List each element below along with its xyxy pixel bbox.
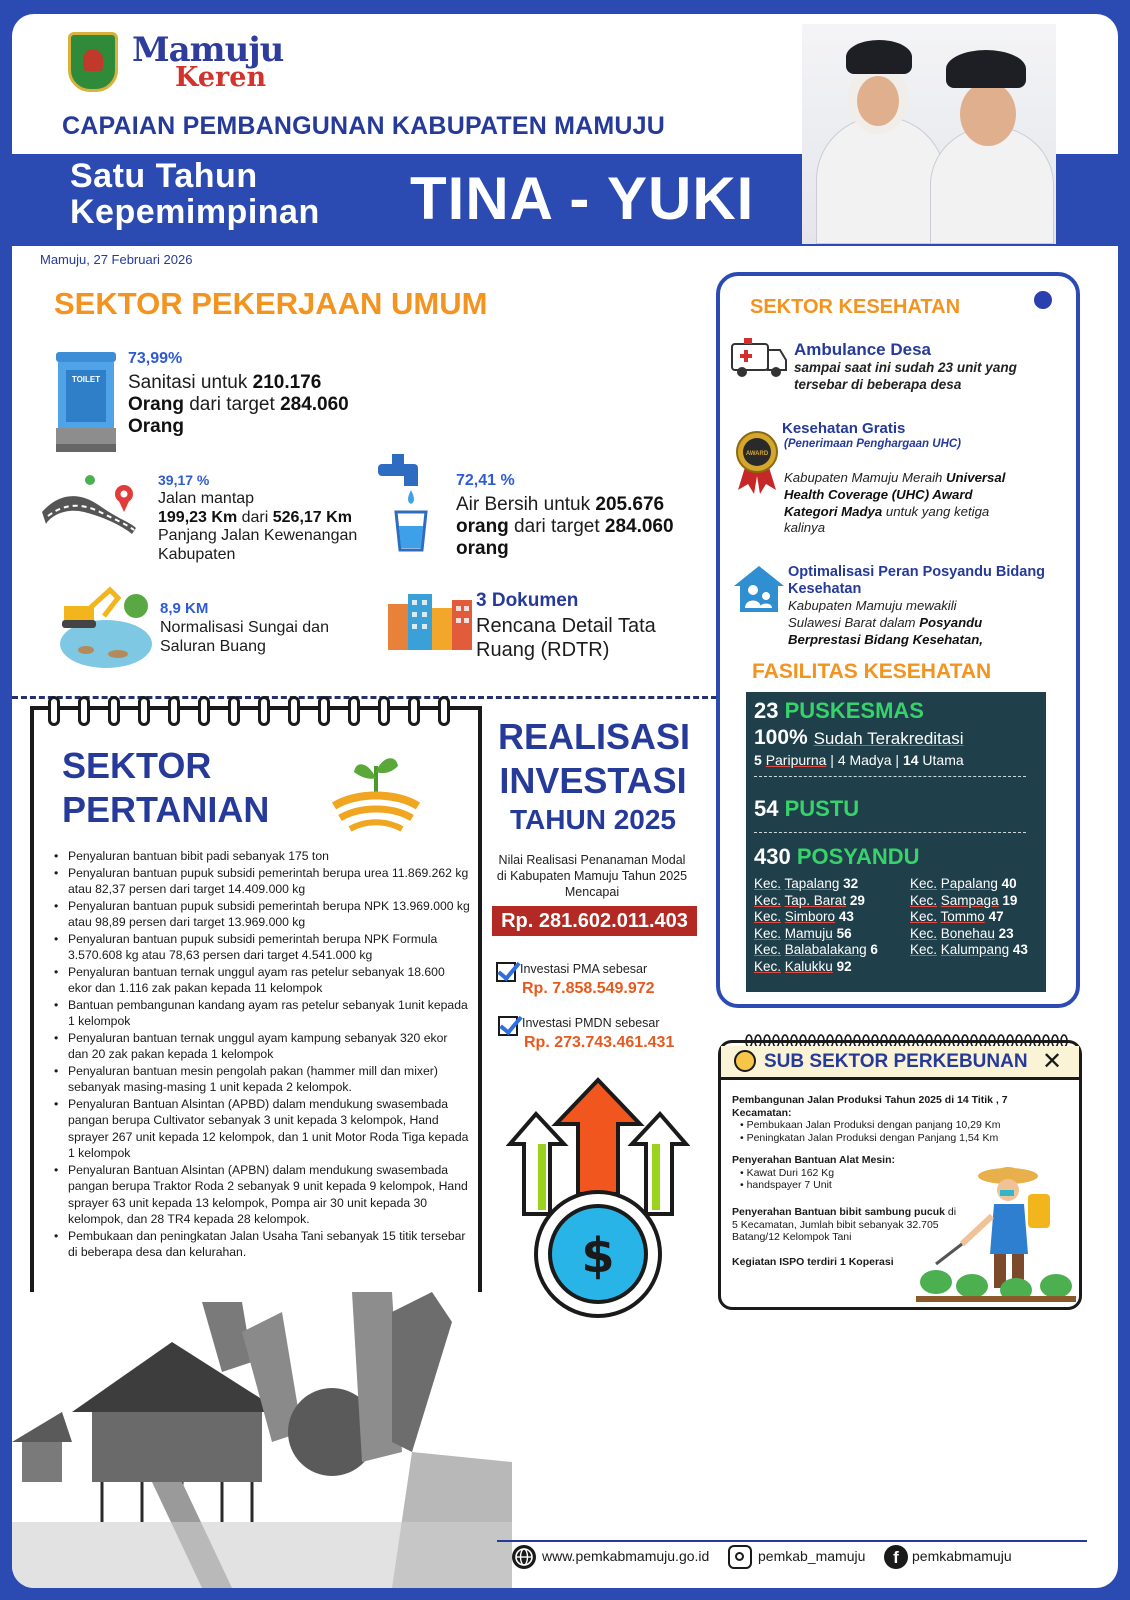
publish-date: Mamuju, 27 Februari 2026 [40, 252, 193, 267]
gratis-l1-bold: Universal [946, 470, 1006, 485]
pertanian-list-item: • Penyaluran Bantuan Alsintan (APBN) dalam mendukung swasembada pangan berupa Traktor Roda 2 sebanyak 9 unit kepada 9 kelompok, Hand sprayer 63 unit kepada 13 kelompok, Pompa air 30 unit kepada 30 kelompok, dan 28 TR4 kepada 28 kelompok. [50, 1162, 470, 1228]
akreditasi-label: Sudah Terakreditasi [813, 729, 964, 748]
ambulance-text [794, 360, 1017, 393]
puskesmas-count: 23 [754, 698, 779, 723]
checkbox-icon [496, 962, 516, 982]
pertanian-list-item: • Penyaluran bantuan ternak unggul ayam ras petelur sebanyak 18.600 ekor dan 1.116 zak pakan kepada 11 kelompok [50, 964, 470, 997]
rdtr-text [476, 614, 656, 662]
posyandu-head-1: Optimalisasi Peran Posyandu Bidang [788, 564, 1046, 580]
footer-instagram[interactable]: pemkab_mamuju [758, 1548, 866, 1564]
posyandu-l2-bold: Posyandu [919, 614, 983, 630]
sanitasi-percent: 73,99% [128, 350, 183, 367]
posyandu-l1: Kabupaten Mamuju mewakili [788, 598, 957, 613]
akreditasi-breakdown: 5 Paripurna | 4 Madya | 14 Utama [754, 752, 964, 768]
circle-icon [734, 1050, 756, 1072]
kec-name: Tap. Barat [784, 892, 847, 908]
posyandu-stat [754, 844, 920, 870]
toilet-icon [52, 348, 120, 461]
air-mid: dari target [508, 516, 605, 537]
sanitasi-unit-2: Orang [128, 416, 184, 437]
kec-name: Papalang [940, 876, 998, 891]
sanitasi-text [128, 372, 349, 438]
ambulance-l1: sampai saat ini sudah 23 unit yang [794, 360, 1017, 375]
air-text [456, 494, 674, 560]
kec-name: Simboro [784, 909, 836, 925]
perkebunan-list-item: • Kawat Duri 162 Kg [740, 1166, 835, 1179]
ring-icon [138, 696, 150, 726]
paripurna-count: 5 [754, 752, 762, 768]
kecamatan-row [754, 942, 878, 959]
posyandu-l3-bold: Berprestasi Bidang Kesehatan, [788, 631, 983, 647]
investasi-total: Rp. 281.602.011.403 [492, 906, 697, 936]
mamuju-regency-logo [68, 32, 118, 92]
kecamatan-row [754, 909, 878, 926]
kec-count: 19 [1002, 892, 1018, 908]
globe-icon [512, 1545, 536, 1569]
kec-prefix: Kec. [910, 892, 938, 908]
kecamatan-row [754, 959, 878, 976]
dot-icon [1034, 291, 1052, 309]
cap-shape [846, 40, 912, 74]
leader-photo-female [816, 116, 946, 244]
posyandu-label: POSYANDU [796, 844, 920, 869]
page-title: CAPAIAN PEMBANGUNAN KABUPATEN MAMUJU [62, 112, 666, 140]
instagram-icon [728, 1545, 752, 1569]
cap-shape-2 [946, 50, 1026, 88]
ring-icon [318, 696, 330, 726]
sprout-field-icon [328, 752, 424, 839]
pertanian-list-item: • Bantuan pembangunan kandang ayam ras petelur sebanyak 1unit kepada 1 kelompok [50, 997, 470, 1030]
sanitasi-l1: Sanitasi untuk [128, 372, 253, 393]
pustu-label: PUSTU [784, 796, 860, 821]
air-achieved: 205.676 [595, 494, 665, 515]
kec-prefix: Kec. [754, 958, 782, 974]
ring-icon [258, 696, 270, 726]
ring-icon [198, 696, 210, 726]
akreditasi-percent: 100% [754, 726, 808, 749]
close-icon: ✕ [1042, 1048, 1063, 1075]
kec-count: 29 [849, 892, 865, 908]
kec-count: 32 [843, 876, 859, 891]
puskesmas-label: PUSKESMAS [784, 698, 924, 723]
kecamatan-row [910, 942, 1028, 959]
buildings-icon [386, 590, 474, 657]
sanitasi-mid: dari target [183, 394, 281, 415]
brand-keren: Keren [175, 62, 267, 93]
band-line-1: Satu Tahun [70, 157, 258, 195]
kecamatan-row [910, 876, 1028, 893]
kec-prefix: Kec. [910, 876, 938, 891]
checkbox-icon [498, 1016, 518, 1036]
p1-heading: Pembangunan Jalan Produksi Tahun 2025 di 14 Titik , 7 Kecamatan: [732, 1094, 1008, 1119]
pertanian-list-item: • Penyaluran bantuan mesin pengolah pakan (hammer mill dan mixer) sebanyak masing-masing 1 unit kepada 2 kelompok. [50, 1063, 470, 1096]
puskesmas-stat [754, 698, 924, 724]
footer-divider [497, 1540, 1087, 1542]
divider [754, 832, 1026, 833]
posyandu-text [788, 598, 983, 648]
kec-count: 23 [998, 925, 1014, 941]
kec-prefix: Kec. [910, 942, 938, 958]
pmdn-label: Investasi PMDN sebesar [522, 1016, 660, 1030]
footer-website[interactable]: www.pemkabmamuju.go.id [542, 1548, 710, 1564]
ring-icon [408, 696, 420, 726]
kecamatan-row [754, 893, 878, 910]
kecamatan-row [754, 926, 878, 943]
ambulance-heading: Ambulance Desa [794, 340, 931, 359]
air-l1: Air Bersih untuk [456, 494, 596, 515]
perkebunan-list-item: • handspayer 7 Unit [740, 1179, 832, 1191]
facebook-icon: f [884, 1545, 908, 1569]
leaders-photo [802, 24, 1056, 246]
perkebunan-p1 [732, 1094, 1062, 1144]
gratis-l2-bold: Health Coverage (UHC) Award [784, 486, 973, 502]
water-tap-icon [374, 452, 438, 557]
pertanian-list-item: • Penyaluran bantuan ternak unggul ayam kampung sebanyak 320 ekor dan 20 zak pakan kepada 1 kelompok [50, 1030, 470, 1063]
kecamatan-list-right [910, 876, 1028, 959]
svg-text:AWARD: AWARD [745, 451, 769, 457]
sungai-km: 8,9 KM [160, 600, 209, 617]
air-unit: orang [456, 516, 509, 537]
kecamatan-row [910, 926, 1028, 943]
face-shape-2 [960, 82, 1016, 146]
pertanian-list-item: • Penyaluran bantuan pupuk subsidi pemerintah berupa NPK 13.969.000 kg atau 98,89 persen dari target 13.969.000 kg [50, 898, 470, 931]
ring-icon [168, 696, 180, 726]
pertanian-list-item: • Penyaluran bantuan pupuk subsidi pemerintah berupa urea 11.869.262 kg atau 82,37 persen dari target 14.409.000 kg [50, 865, 470, 898]
gratis-l1: Kabupaten Mamuju Meraih [784, 470, 947, 485]
divider [754, 776, 1026, 777]
pertanian-list-item: • Penyaluran Bantuan Alsintan (APBD) dalam mendukung swasembada pangan berupa Cultivator sebanyak 3 unit kepada 3 kelompok, Hand sprayer 267 unit kepada 12 kelompok, dan 1 unit Motor Roda Tiga kepada 1 kelompok [50, 1096, 470, 1162]
ring-icon [108, 696, 120, 726]
kec-prefix: Kec. [754, 942, 782, 958]
investasi-title-2: INVESTASI [499, 760, 687, 801]
monument-photo [12, 1292, 512, 1588]
kec-name: Mamuju [784, 925, 833, 941]
ring-icon [438, 696, 450, 726]
ring-icon [348, 696, 360, 726]
perkebunan-p4: Kegiatan ISPO terdiri 1 Koperasi [732, 1256, 894, 1268]
jalan-l1: Jalan mantap [158, 490, 255, 507]
perkebunan-title: SUB SEKTOR PERKEBUNAN [764, 1051, 1028, 1072]
investasi-title-3: TAHUN 2025 [510, 804, 676, 835]
investasi-subtitle: Nilai Realisasi Penanaman Modal di Kabupaten Mamuju Tahun 2025 Mencapai [496, 853, 688, 899]
jalan-l3: Panjang Jalan Kewenangan [158, 527, 358, 544]
ring-icon [378, 696, 390, 726]
p1-list [732, 1119, 1062, 1144]
gratis-l3: untuk yang ketiga [882, 503, 990, 519]
utama-count: 14 [902, 752, 919, 768]
pu-section-title: SEKTOR PEKERJAAN UMUM [54, 286, 488, 321]
gratis-l3-bold: Kategori Madya [784, 503, 883, 519]
ambulance-l2: tersebar di beberapa desa [794, 376, 962, 392]
kec-name: Kalumpang [940, 942, 1010, 958]
kec-count: 40 [1001, 876, 1017, 891]
sanitasi-unit: Orang [128, 394, 184, 415]
sungai-l2: Saluran Buang [160, 638, 266, 655]
pertanian-title-2: PERTANIAN [62, 789, 270, 830]
face-shape [857, 76, 899, 126]
kesehatan-title: SEKTOR KESEHATAN [750, 296, 961, 318]
madya-stat: 4 Madya [837, 752, 892, 768]
pertanian-list-item: • Penyaluran bantuan pupuk subsidi pemerintah berupa NPK Formula 3.570.608 kg atau 78,63 persen dari target 4.541.000 kg [50, 931, 470, 964]
kec-name: Tommo [940, 909, 985, 925]
kecamatan-row [754, 876, 878, 893]
kec-count: 43 [838, 909, 854, 925]
growth-arrows-dollar-icon [506, 1074, 690, 1329]
pustu-stat [754, 796, 859, 822]
kec-prefix: Kec. [754, 925, 782, 941]
ring-icon [288, 696, 300, 726]
kec-count: 43 [1012, 942, 1028, 958]
jalan-text [158, 490, 357, 564]
jalan-achieved: 199,23 Km [158, 508, 238, 526]
rdtr-count: 3 Dokumen [476, 590, 579, 611]
air-target: 284.060 [604, 516, 674, 537]
award-medal-icon [734, 430, 780, 501]
sungai-text [160, 618, 329, 656]
ring-icon [48, 696, 60, 726]
air-unit-2: orang [456, 538, 509, 559]
pmdn-value: Rp. 273.743.461.431 [524, 1034, 675, 1051]
band-line-2: Kepemimpinan [70, 193, 320, 231]
sungai-l1: Normalisasi Sungai dan [160, 619, 329, 636]
perkebunan-list-item: • Peningkatan Jalan Produksi dengan Panjang 1,54 Km [740, 1131, 999, 1144]
pertanian-list [50, 848, 470, 1261]
band-subtitle [70, 158, 320, 230]
gratis-subheading: (Penerimaan Penghargaan UHC) [784, 438, 962, 450]
svg-text:$: $ [581, 1228, 615, 1284]
pertanian-title-1: SEKTOR [62, 745, 212, 786]
kec-prefix: Kec. [754, 909, 782, 925]
gratis-text [784, 470, 1005, 537]
kec-count: 56 [836, 925, 852, 941]
posyandu-icon [732, 562, 786, 621]
ring-icon [228, 696, 240, 726]
kec-name: Kalukku [784, 958, 833, 974]
posyandu-count: 430 [754, 844, 791, 869]
svg-text:TOILET: TOILET [71, 375, 101, 384]
road-icon [40, 472, 140, 539]
instagram-lens [735, 1552, 744, 1561]
farmer-spraying-icon [916, 1164, 1076, 1311]
brand-mamuju: Mamuju [132, 30, 284, 70]
fasilitas-title: FASILITAS KESEHATAN [752, 660, 992, 683]
air-percent: 72,41 % [456, 472, 515, 489]
pustu-count: 54 [754, 796, 779, 821]
paripurna-label: Paripurna [765, 752, 827, 768]
gratis-heading: Kesehatan Gratis [782, 420, 906, 437]
ring-icon [78, 696, 90, 726]
rdtr-l1: Rencana Detail Tata [476, 615, 656, 637]
kec-prefix: Kec. [754, 876, 782, 891]
pertanian-title [62, 744, 269, 832]
pma-value: Rp. 7.858.549.972 [522, 980, 655, 997]
posyandu-l2: Sulawesi Barat dalam [788, 614, 920, 630]
investasi-title-1: REALISASI [498, 716, 691, 757]
rdtr-l2: Ruang (RDTR) [476, 639, 610, 661]
leaders-names: TINA - YUKI [410, 165, 755, 232]
infographic-page [12, 14, 1118, 1588]
kec-count: 92 [836, 958, 852, 974]
jalan-mid: dari [237, 508, 273, 526]
excavator-river-icon [56, 584, 152, 675]
kecamatan-row [910, 893, 1028, 910]
perkebunan-list-item: • Pembukaan Jalan Produksi dengan panjang 10,29 Km [740, 1119, 1001, 1131]
kec-name: Tapalang [784, 876, 840, 891]
kec-name: Sampaga [940, 892, 999, 908]
kec-count: 6 [870, 942, 878, 958]
ambulance-icon [730, 336, 788, 385]
jalan-percent: 39,17 % [158, 472, 210, 488]
utama-label: Utama [922, 752, 964, 768]
jalan-target: 526,17 Km [272, 508, 352, 526]
footer-facebook[interactable]: pemkabmamuju [912, 1548, 1012, 1564]
kec-prefix: Kec. [910, 909, 938, 925]
kec-prefix: Kec. [754, 892, 782, 908]
kec-name: Bonehau [940, 925, 995, 941]
p3-bold: Penyerahan Bantuan bibit sambung pucuk [732, 1206, 945, 1218]
kecamatan-row [910, 909, 1028, 926]
kec-prefix: Kec. [910, 925, 938, 941]
sanitasi-achieved: 210.176 [252, 372, 322, 393]
posyandu-head-2: Kesehatan [788, 581, 862, 597]
pertanian-list-item: • Penyaluran bantuan bibit padi sebanyak 175 ton [50, 848, 470, 865]
jalan-l4: Kabupaten [158, 545, 236, 563]
sanitasi-target: 284.060 [280, 394, 349, 415]
pma-label: Investasi PMA sebesar [520, 962, 648, 976]
pertanian-list-item: • Pembukaan dan peningkatan Jalan Usaha Tani sebanyak 15 titik tersebar di beberapa desa dan kelurahan. [50, 1228, 470, 1261]
posyandu-heading [788, 564, 1045, 598]
gratis-l4: kalinya [784, 520, 826, 536]
kecamatan-list-left [754, 876, 878, 976]
p3-text: di 5 Kecamatan, Jumlah bibit sebanyak 32.705 Batang/12 Kelompok Tani [732, 1206, 957, 1243]
akreditasi-stat [754, 726, 964, 750]
p2-heading: Penyerahan Bantuan Alat Mesin: [732, 1154, 895, 1166]
kec-count: 47 [988, 909, 1004, 925]
kec-name: Balabalakang [784, 942, 867, 958]
